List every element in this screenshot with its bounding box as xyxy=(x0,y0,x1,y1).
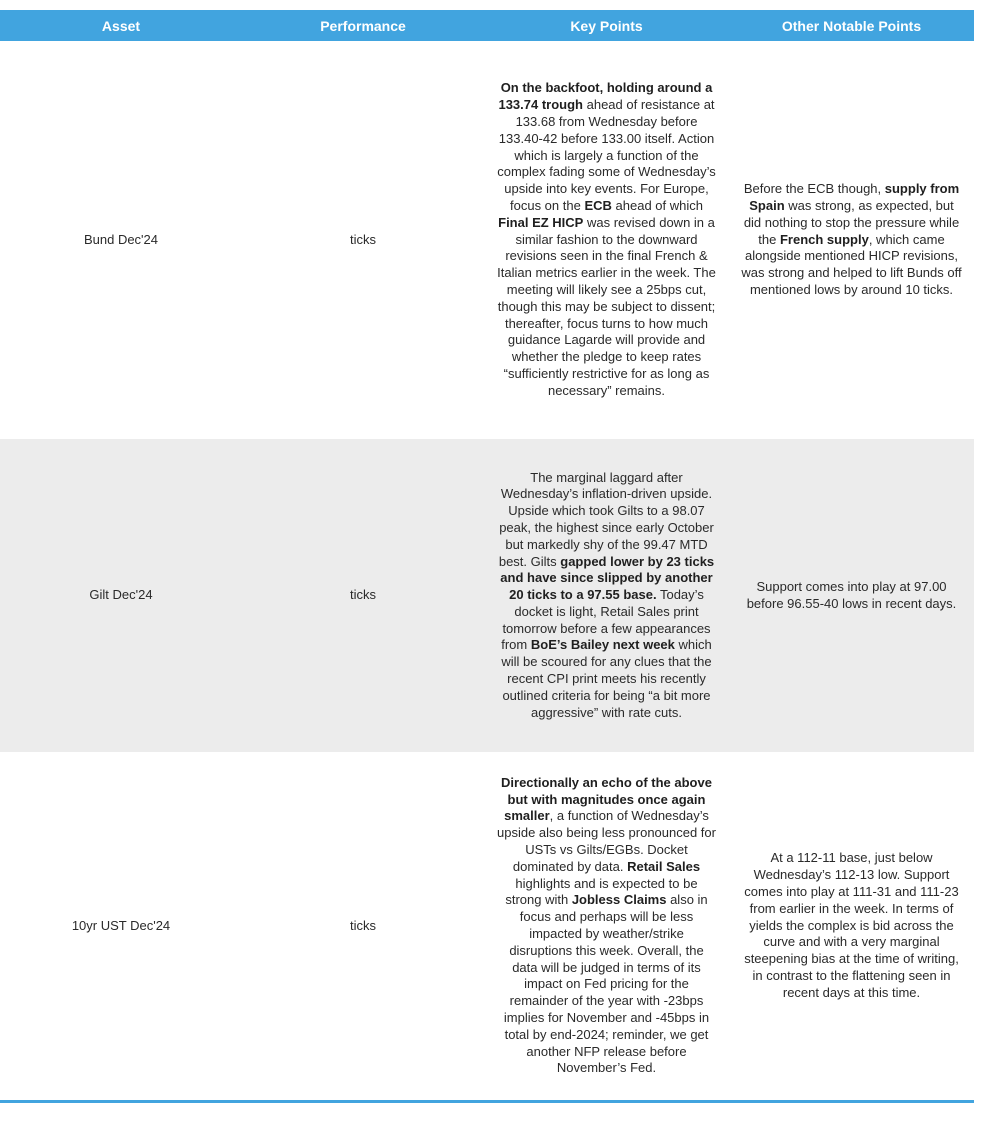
text-run: At a 112-11 base, just below Wednesday’s 112-13 low. Support comes into play at 111-31 and 111-23 from earlier in the week. In terms of yields the complex is bid across the curve and with a very marginal steepening bias at the time of writing, in contrast to the flattening seen in recent days at this time. xyxy=(744,850,959,1000)
key-points-cell xyxy=(484,41,729,439)
text-run: which will be scoured for any clues that the recent CPI print meets his recently outlined criteria for being “a bit more aggressive” with rate cuts. xyxy=(501,637,712,720)
text-run: was revised down in a similar fashion to the downward revisions seen in the final French & Italian metrics earlier in the week. The meeting will likely see a 25bps cut, though this may be subject to dissent; thereafter, focus turns to how much guidance Lagarde will provide and whether the pledge to keep rates “sufficiently restrictive for as long as necessary” remains. xyxy=(497,214,716,398)
key-points-cell xyxy=(484,752,729,1100)
asset-cell: Gilt Dec'24 xyxy=(89,587,153,603)
text-run: ahead of which xyxy=(611,198,703,213)
table-row xyxy=(0,439,974,752)
emphasis: gapped lower by 23 ticks and have since slipped by another 20 ticks to a 97.55 base. xyxy=(500,553,715,603)
header-asset: Asset xyxy=(101,17,141,34)
emphasis: Jobless Claims xyxy=(571,892,667,908)
performance-cell: ticks xyxy=(350,231,376,247)
emphasis: On the backfoot, holding around a 133.74 trough xyxy=(498,80,713,113)
other-points-text xyxy=(741,181,962,299)
emphasis: supply from Spain xyxy=(749,181,960,213)
text-run: , a function of Wednesday’s upside also being less pronounced for USTs vs Gilts/EGBs. Docket dominated by data. xyxy=(497,808,716,874)
performance-cell: ticks xyxy=(350,917,376,933)
text-run: The marginal laggard after Wednesday’s inflation-driven upside. Upside which took Gilts to a 98.07 peak, the highest since early October but markedly shy of the 99.47 MTD best. Gilts xyxy=(498,469,714,569)
emphasis: Final EZ HICP xyxy=(498,214,584,230)
text-run: ahead of resistance at 133.68 from Wednesday before 133.40-42 before 133.00 itself. Action which is largely a function of the complex fading some of Wednesday’s upside into key events. For Europe, focus on the xyxy=(497,97,716,213)
market-table xyxy=(0,10,974,1100)
text-run: Support comes into play at 97.00 before 96.55-40 lows in recent days. xyxy=(746,578,957,611)
key-points-text xyxy=(496,470,717,722)
table-row xyxy=(0,752,974,1100)
emphasis: ECB xyxy=(584,198,612,213)
header-other-notable-points: Other Notable Points xyxy=(781,17,922,34)
emphasis: BoE’s Bailey next week xyxy=(530,637,675,653)
emphasis: Retail Sales xyxy=(627,858,701,874)
table-header-row xyxy=(0,10,974,41)
header-performance: Performance xyxy=(320,17,406,34)
key-points-text xyxy=(496,775,717,1077)
key-points-text xyxy=(496,80,717,399)
performance-cell: ticks xyxy=(350,587,376,603)
other-points-cell xyxy=(729,752,974,1100)
header-key-points: Key Points xyxy=(570,17,643,34)
emphasis: French supply xyxy=(779,231,869,247)
other-points-cell xyxy=(729,41,974,439)
text-run: , which came alongside mentioned HICP revisions, was strong and helped to lift Bunds off mentioned lows by around 10 ticks. xyxy=(741,231,962,297)
other-points-text xyxy=(741,850,962,1001)
text-run: highlights and is expected to be strong with xyxy=(505,875,698,908)
text-run: Today’s docket is light, Retail Sales print tomorrow before a few appearances from xyxy=(501,587,711,653)
asset-cell: 10yr UST Dec'24 xyxy=(71,917,171,933)
emphasis: Directionally an echo of the above but with magnitudes once again smaller xyxy=(501,774,712,824)
text-run: was strong, as expected, but did nothing to stop the pressure while the xyxy=(743,198,960,247)
table-bottom-rule xyxy=(0,1100,974,1103)
other-points-cell xyxy=(729,439,974,752)
table-row xyxy=(0,41,974,439)
text-run: also in focus and perhaps will be less impacted by weather/strike disruptions this week. Overall, the data will be judged in terms of its impact on Fed pricing for the remainder of the year with -23bps implies for November and -45bps in total by end-2024; reminder, we get another NFP release before November’s Fed. xyxy=(503,892,710,1076)
asset-cell: Bund Dec'24 xyxy=(83,231,159,247)
other-points-text xyxy=(741,579,962,613)
key-points-cell xyxy=(484,439,729,752)
text-run: Before the ECB though, xyxy=(743,181,885,197)
